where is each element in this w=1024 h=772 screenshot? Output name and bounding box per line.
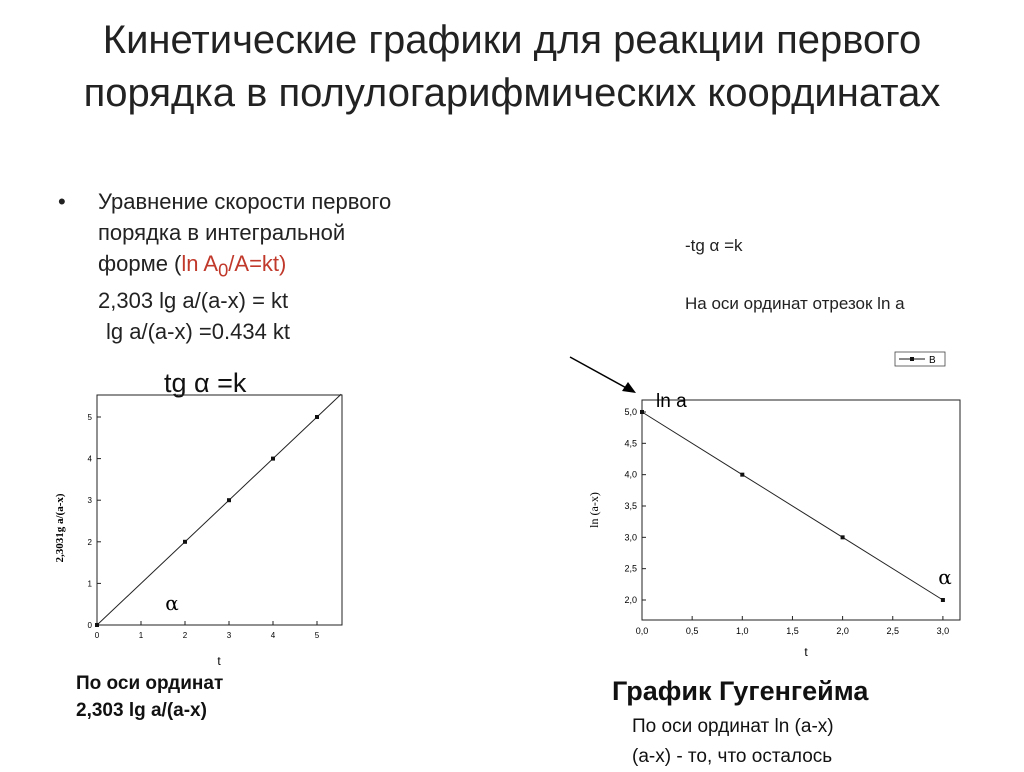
left-data-point [227,498,231,502]
legend-marker [910,357,914,361]
right-x-tick-label: 0,5 [685,626,699,636]
intercept-arrow [570,357,636,393]
right-y-tick-label: 4,5 [624,438,637,449]
formula-ln-a: ln A [181,251,219,276]
right-chart-ylabel: ln (a-x) [587,492,601,528]
right-caption [632,712,834,772]
bullet-line-3-prefix: форме ( [98,251,182,276]
left-chart-tg-label: tg α =k [164,368,247,398]
left-chart-alpha: α [165,591,179,615]
left-x-tick-label: 3 [226,631,232,640]
left-caption [76,670,223,724]
right-data-point [640,410,644,414]
right-data-point [740,473,744,477]
arrow-shaft [570,357,630,390]
left-x-tick-label: 4 [270,631,276,640]
formula-tail: /A=kt) [228,251,287,276]
left-x-tick-label: 2 [182,631,188,640]
left-x-tick-label: 0 [94,631,100,640]
right-caption-line-2: (a-x) - то, что осталось [632,746,833,767]
left-caption-line-2: 2,303 lg a/(a-x) [76,700,207,721]
right-chart-alpha: α [938,565,952,589]
right-x-tick-label: 2,0 [836,626,849,636]
left-y-tick-label: 3 [87,496,92,506]
left-chart-ylabel: 2,3031g a/(a-x) [54,493,66,563]
left-data-point [315,415,319,419]
left-y-tick-label: 2 [87,537,92,547]
left-x-tick-label: 5 [314,631,320,640]
bullet-line-5: lg a/(a-x) =0.434 kt [106,319,291,345]
right-data-point [941,598,945,602]
right-y-tick-label: 4,0 [624,469,637,480]
right-chart-legend [895,352,945,366]
right-data-point [841,535,845,539]
intercept-note: На оси ординат отрезок ln a [685,294,905,313]
right-x-tick-label: 0,0 [635,626,649,636]
left-data-point [271,457,275,461]
right-y-tick-label: 2,0 [624,595,637,605]
bullet-line-1: Уравнение скорости первого [98,189,392,214]
left-y-tick-label: 5 [87,413,92,422]
right-series-line [642,412,943,600]
right-y-tick-label: 5,0 [624,406,637,417]
left-data-point [183,540,187,544]
left-x-tick-label: 1 [138,631,144,640]
right-y-tick-label: 3,0 [624,532,637,543]
legend-label: B [929,355,936,366]
left-chart [54,394,342,668]
right-chart-xlabel: t [804,645,808,659]
left-y-tick-label: 4 [87,454,92,464]
bullet-line-4: 2,303 lg a/(a-x) = kt [98,288,289,314]
right-caption-line-1: По оси ординат ln (a-x) [632,716,834,737]
right-x-tick-label: 3,0 [936,626,950,636]
bullet-line-2: порядка в интегральной [98,220,346,245]
right-x-tick-label: 2,5 [886,626,900,636]
right-chart [570,352,960,659]
tg-note: -tg α =k [685,236,743,255]
left-series-line [97,394,341,625]
right-chart-series [640,410,945,602]
left-chart-xlabel: t [217,654,221,668]
formula-subscript: 0 [218,259,229,281]
left-data-point [95,623,99,627]
left-y-tick-label: 0 [87,621,92,630]
left-caption-line-1: По оси ординат [76,673,224,694]
left-chart-series [95,394,341,627]
right-x-tick-label: 1,5 [786,626,799,636]
left-y-tick-label: 1 [87,579,92,589]
page-title: Кинетические графики для реакции первого порядка в полулогарифмических координатах [83,18,941,115]
right-y-tick-label: 3,5 [624,500,637,511]
right-x-tick-label: 1,0 [736,626,749,636]
bullet-marker: • [58,189,66,214]
right-chart-ln-a-label: ln a [656,391,687,412]
right-chart-ticks [624,407,949,636]
right-y-tick-label: 2,5 [624,563,637,574]
right-caption-title: График Гугенгейма [612,676,869,706]
right-chart-frame [642,400,960,620]
